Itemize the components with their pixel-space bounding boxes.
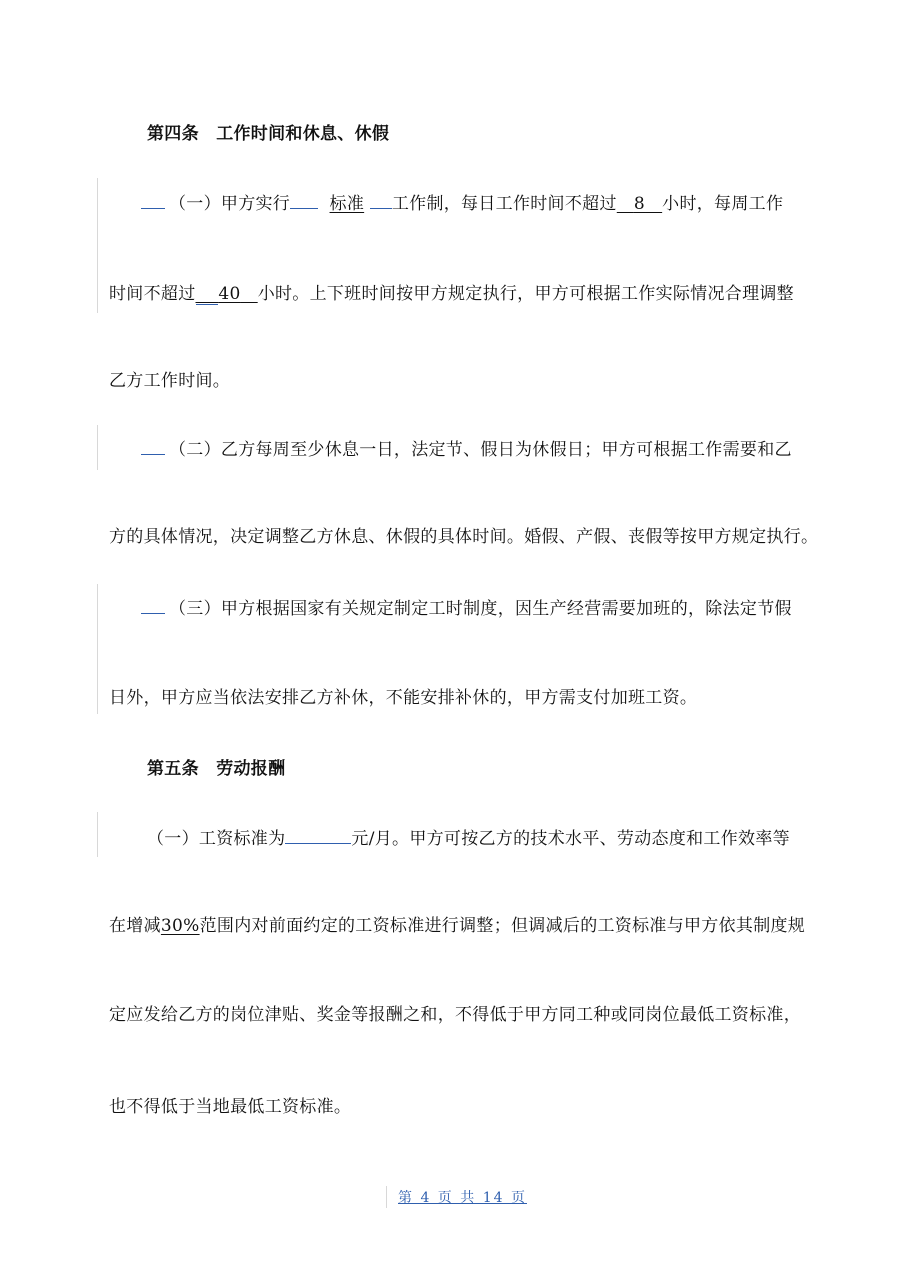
paragraph-line: （一）甲方实行 标准 工作制，每日工作时间不超过 8 小时，每周工作 [141,191,783,216]
paragraph-line: 日外，甲方应当依法安排乙方补休，不能安排补休的，甲方需支付加班工资。 [109,688,698,708]
paragraph-line: （二）乙方每周至少休息一日，法定节、假日为休假日；甲方可根据工作需要和乙 [141,438,792,462]
paragraph-line: 乙方工作时间。 [109,371,231,391]
margin-bar [97,812,98,857]
paragraph-line: （一）工资标准为 元/月。甲方可按乙方的技术水平、劳动态度和工作效率等 [147,826,790,851]
paragraph-line: 定应发给乙方的岗位津贴、奖金等报酬之和，不得低于甲方同工种或同岗位最低工资标准， [109,1005,801,1025]
margin-bar [97,425,98,470]
paragraph-line: 也不得低于当地最低工资标准。 [109,1097,352,1117]
leading-dash [141,601,165,614]
paragraph-line: （三）甲方根据国家有关规定制定工时制度，因生产经营需要加班的，除法定节假 [141,597,792,621]
wage-blank [285,826,351,844]
leading-dash [141,196,165,209]
paragraph-line: 方的具体情况，决定调整乙方休息、休假的具体时间。婚假、产假、丧假等按甲方规定执行。 [109,527,819,547]
page-number: 第 4 页 共 14 页 [398,1190,527,1206]
leading-dash [141,442,165,455]
paragraph-line: 在增减30%范围内对前面约定的工资标准进行调整；但调减后的工资标准与甲方依其制度规 [109,916,806,936]
article-5-heading: 第五条 劳动报酬 [147,759,286,779]
article-4-heading: 第四条 工作时间和休息、休假 [147,124,390,144]
footer-bar [386,1186,387,1208]
daily-hours-value: 8 [633,194,646,214]
margin-bar [97,584,98,714]
adjust-percent-value: 30% [160,916,200,936]
paragraph-line: 时间不超过 40 小时。上下班时间按甲方规定执行，甲方可根据工作实际情况合理调整 [109,284,794,304]
weekly-hours-value: 40 [196,284,258,305]
margin-bar [97,178,98,313]
work-system-value: 标准 [329,194,365,214]
